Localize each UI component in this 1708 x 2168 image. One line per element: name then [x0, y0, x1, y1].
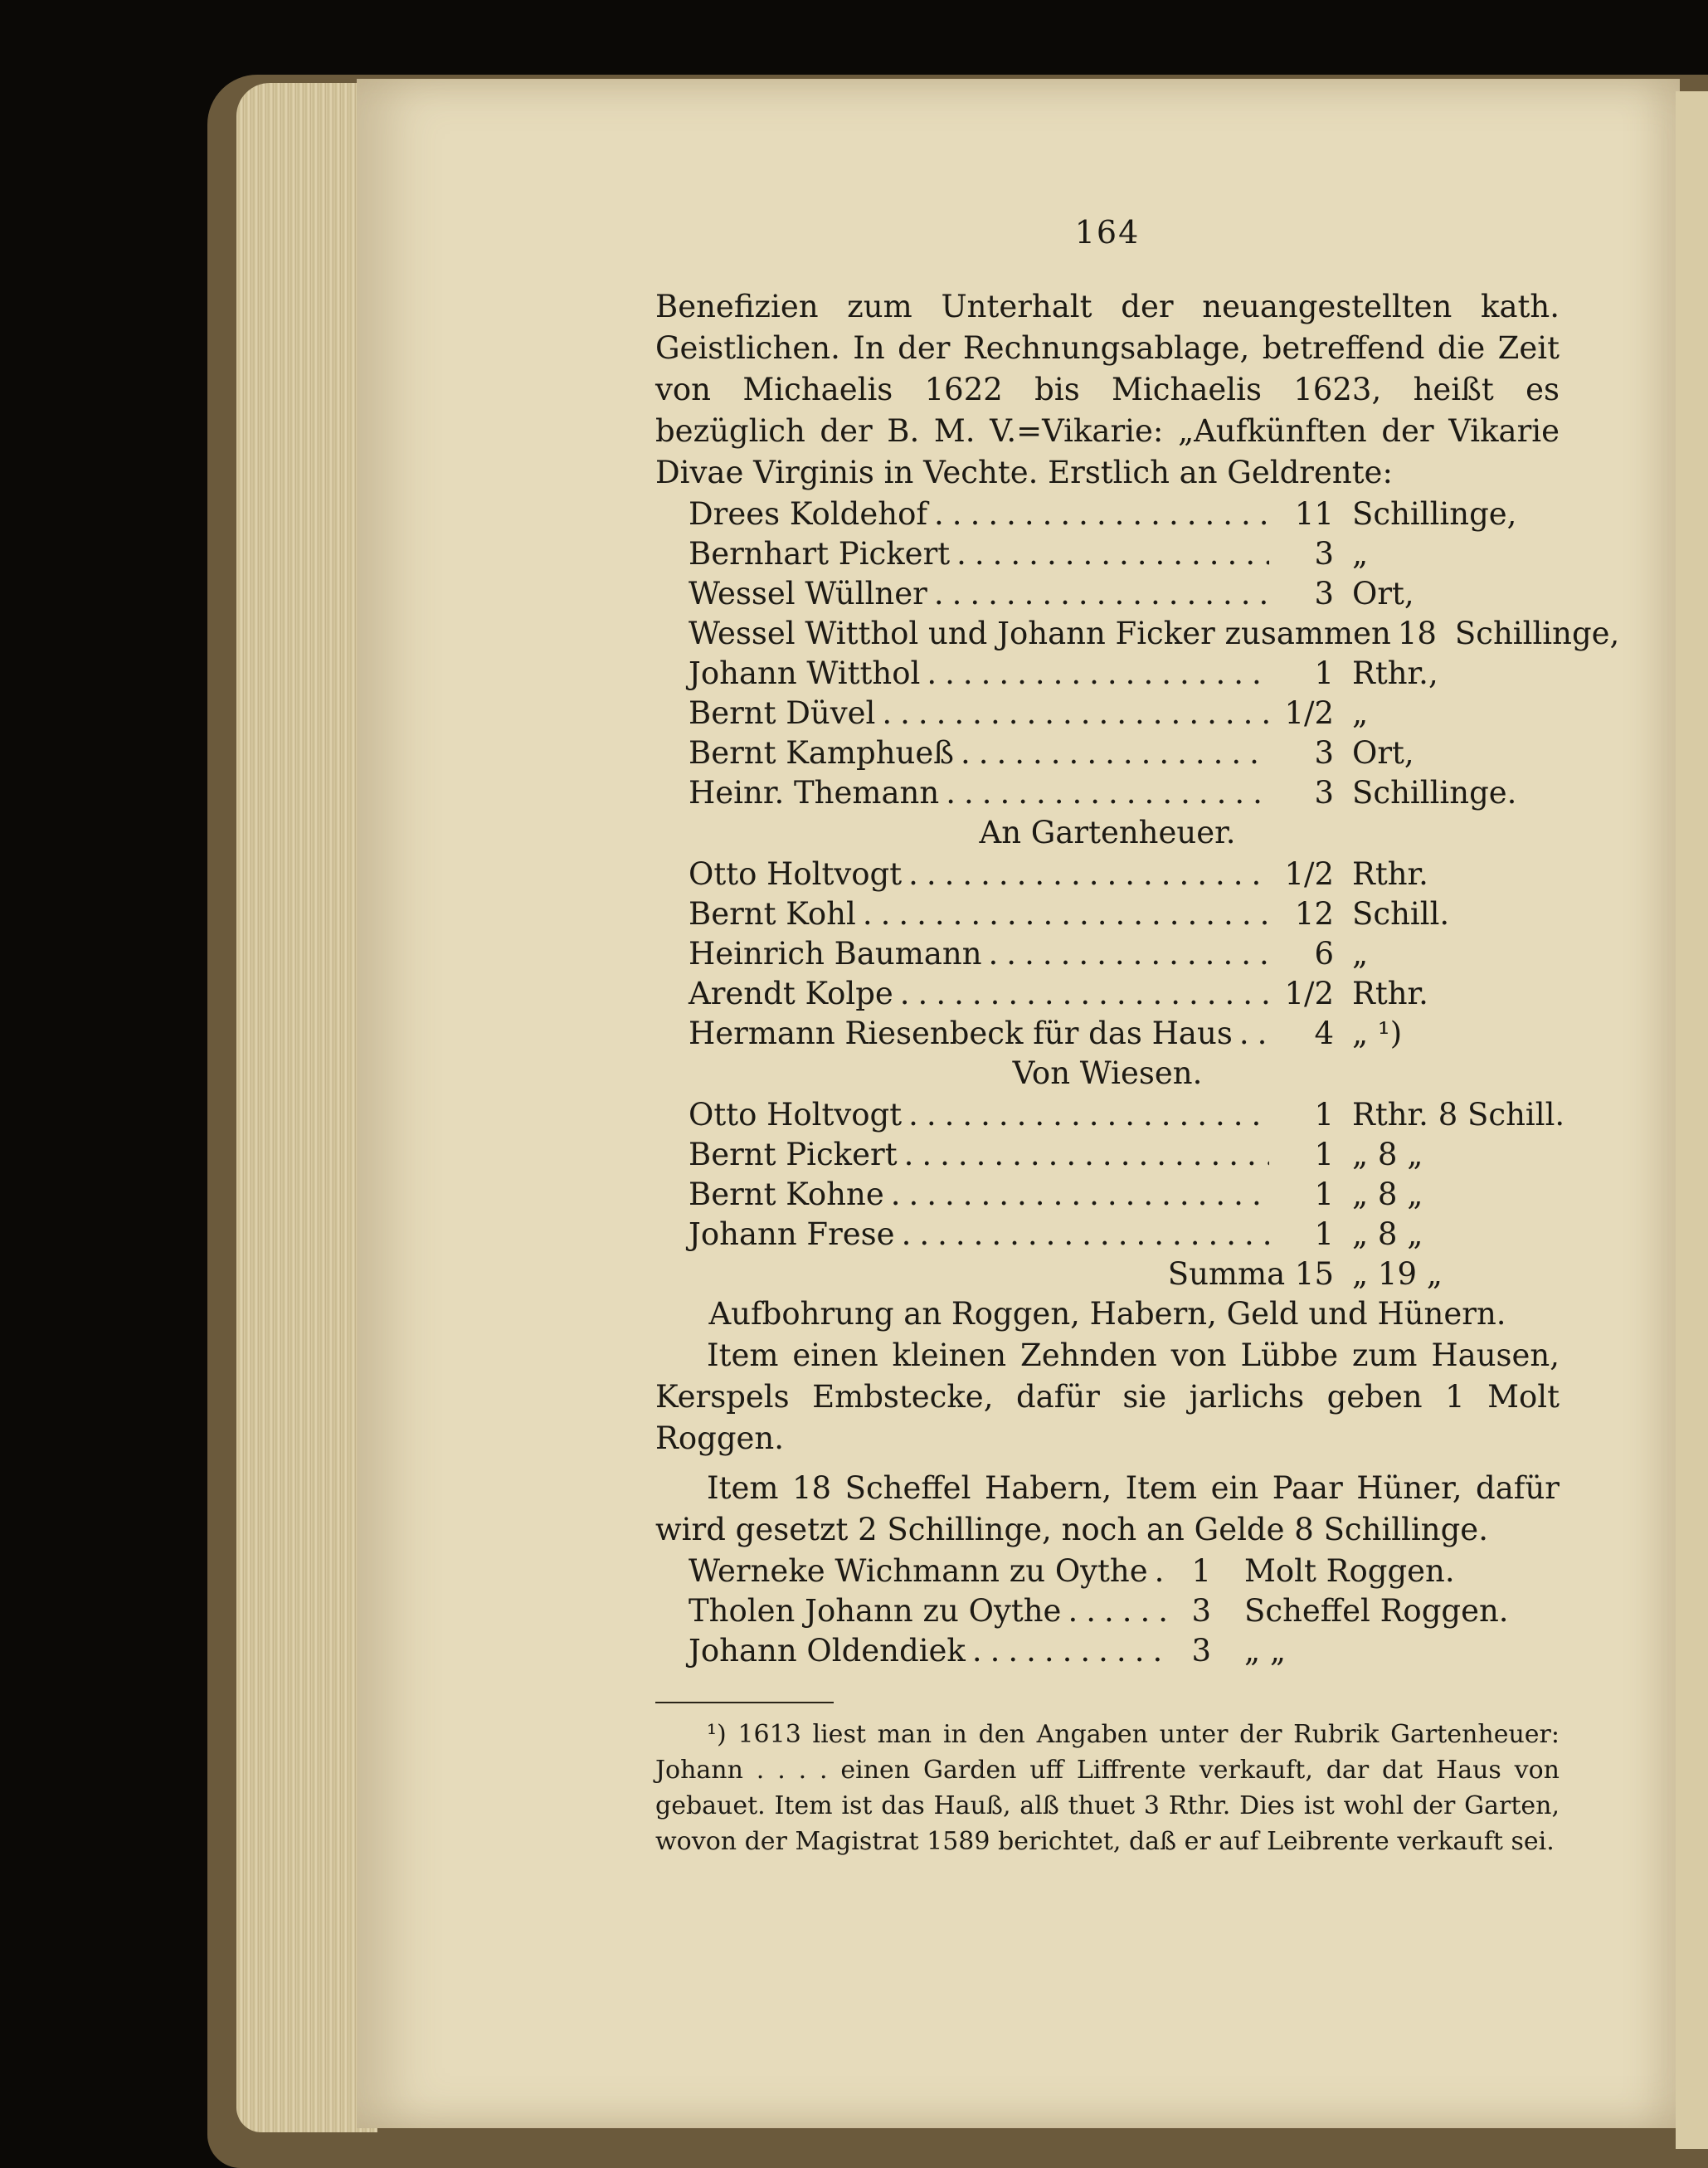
wiesen-list: [655, 1094, 1565, 1293]
intro-paragraph: Benefizien zum Unterhalt der neuangestellten kath. Geistlichen. In der Rechnungsablage, betreffend die Zeit von Michaelis 1622 bis Michaelis 1623, heißt es bezüglich der B. M. V.=Vikarie: „Aufkünften der Vikarie Divae Virginis in Vechte. Erstlich an Geldrente:: [655, 289, 1560, 490]
facing-page-edge: [1676, 91, 1708, 2149]
list-item: Werneke Wichmann zu Oythe ..... 1 Molt Roggen.: [689, 1551, 1560, 1591]
list-item: Johann Frese ..... 1 „ 8 „: [689, 1214, 1560, 1254]
list-item: Arendt Kolpe ..... 1/2 Rthr.: [689, 973, 1560, 1013]
list-item: Johann Oldendiek ..... 3 „ „: [689, 1630, 1560, 1670]
list-item: Bernt Kohl ..... 12 Schill.: [689, 894, 1560, 933]
list-item: Bernt Kamphueß ..... 3 Ort,: [689, 733, 1560, 772]
footnote: ¹) 1613 liest man in den Angaben unter der Rubrik Gartenheuer: Johann . . . . einen Garden uff Liffrente verkauft, dar dat Haus von gebauet. Item ist das Hauß, alß thuet 3 Rthr. Dies ist wohl der Garten, wovon der Magistrat 1589 berichtet, daß er auf Leibrente verkauft sei.: [655, 1720, 1560, 1856]
list-item: Hermann Riesenbeck für das Haus ..... 4 „ ¹): [689, 1013, 1560, 1053]
list-item: Heinr. Themann ..... 3 Schillinge.: [689, 772, 1560, 812]
paragraph-zehnden: Item einen kleinen Zehnden von Lübbe zum Hausen, Kerspels Embstecke, dafür sie jarlichs geben 1 Molt Roggen.: [655, 1337, 1560, 1456]
list-item: Bernt Düvel ..... 1/2 „: [689, 693, 1560, 733]
section-heading-aufbohrung: Aufbohrung an Roggen, Habern, Geld und Hünern.: [708, 1296, 1506, 1332]
list-item: Wessel Wüllner ..... 3 Ort,: [689, 573, 1560, 613]
list-item: Otto Holtvogt ..... 1/2 Rthr.: [689, 854, 1560, 894]
footnote-divider: [655, 1702, 834, 1703]
list-item: Bernhart Pickert ..... 3 „: [689, 533, 1560, 573]
list-item: Bernt Pickert ..... 1 „ 8 „: [689, 1134, 1560, 1174]
list-item: Bernt Kohne ..... 1 „ 8 „: [689, 1174, 1560, 1214]
page-number: 164: [1074, 214, 1141, 251]
list-item: Drees Koldehof ..... 11 Schillinge,: [689, 494, 1560, 533]
list-item: Heinrich Baumann ..... 6 „: [689, 933, 1560, 973]
roggen-list: [655, 1551, 1560, 1670]
list-item: Tholen Johann zu Oythe ..... 3 Scheffel Roggen.: [689, 1591, 1560, 1630]
page-content: [655, 212, 1620, 1859]
summa-row: Summa 15 „ 19 „: [1167, 1256, 1443, 1292]
list-item: Johann Witthol ..... 1 Rthr.,: [689, 653, 1560, 693]
gartenheuer-list: [655, 854, 1560, 1053]
section-heading-gartenheuer: An Gartenheuer.: [979, 815, 1236, 850]
list-item: Otto Holtvogt ..... 1 Rthr. 8 Schill.: [689, 1094, 1560, 1134]
geldrente-list: [655, 494, 1620, 812]
paragraph-scheffel: Item 18 Scheffel Habern, Item ein Paar Hüner, dafür wird gesetzt 2 Schillinge, noch an Gelde 8 Schillinge.: [655, 1470, 1560, 1547]
section-heading-wiesen: Von Wiesen.: [1012, 1055, 1203, 1091]
list-item: Wessel Witthol und Johann Ficker zusammen 18 Schillinge,: [689, 616, 1620, 651]
